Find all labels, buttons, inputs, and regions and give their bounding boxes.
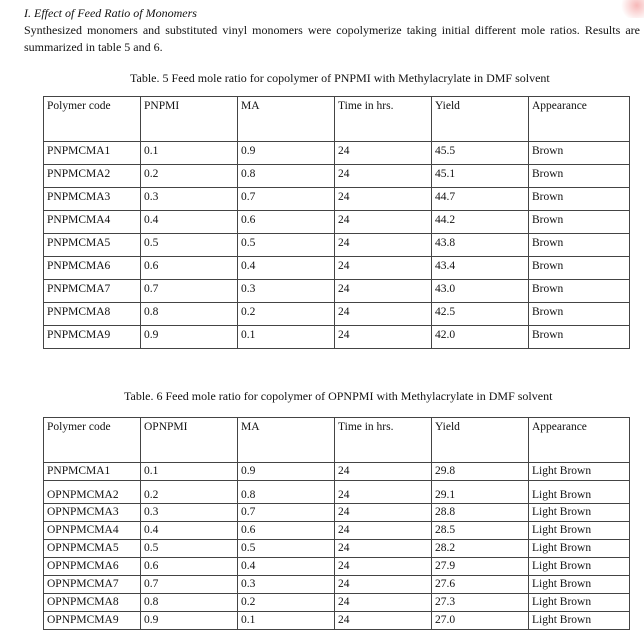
table-cell: 24	[335, 594, 432, 612]
column-header: Time in hrs.	[335, 97, 432, 142]
table-cell: PNPMCMA9	[44, 326, 141, 349]
column-header: MA	[238, 418, 335, 463]
table-cell: 0.6	[238, 211, 335, 234]
table-header-row	[44, 418, 630, 463]
table-cell: 24	[335, 165, 432, 188]
table6-body	[44, 418, 630, 630]
column-header: OPNPMI	[141, 418, 238, 463]
table-cell: OPNPMCMA3	[44, 504, 141, 522]
table-cell: 0.5	[238, 234, 335, 257]
table-cell: 28.5	[432, 522, 529, 540]
table-cell: 24	[335, 463, 432, 481]
table6-caption: Table. 6 Feed mole ratio for copolymer of OPNPMI with Methylacrylate in DMF solvent	[124, 389, 553, 403]
table-cell: Light Brown	[529, 481, 630, 504]
table-cell: 0.4	[141, 211, 238, 234]
table-cell: PNPMCMA6	[44, 257, 141, 280]
table-row	[44, 540, 630, 558]
table-cell: 0.1	[238, 326, 335, 349]
table-cell: OPNPMCMA5	[44, 540, 141, 558]
table-row	[44, 481, 630, 504]
table-cell: 0.8	[141, 303, 238, 326]
table-cell: PNPMCMA7	[44, 280, 141, 303]
table-cell: Brown	[529, 303, 630, 326]
table-cell: 24	[335, 303, 432, 326]
table-cell: Brown	[529, 188, 630, 211]
table-cell: 0.6	[238, 522, 335, 540]
table-cell: 28.2	[432, 540, 529, 558]
table-cell: OPNPMCMA9	[44, 612, 141, 630]
table-cell: 0.7	[141, 576, 238, 594]
table-cell: Light Brown	[529, 594, 630, 612]
table-row	[44, 612, 630, 630]
table-cell: 0.4	[238, 257, 335, 280]
table-row	[44, 463, 630, 481]
table-row	[44, 558, 630, 576]
table-cell: 44.2	[432, 211, 529, 234]
table-cell: 0.2	[141, 481, 238, 504]
table-cell: Brown	[529, 142, 630, 165]
table-row	[44, 504, 630, 522]
table-cell: 24	[335, 540, 432, 558]
table-cell: 0.4	[141, 522, 238, 540]
table-cell: PNPMCMA5	[44, 234, 141, 257]
table-cell: 24	[335, 481, 432, 504]
table-cell: 0.6	[141, 558, 238, 576]
table-cell: 0.9	[238, 463, 335, 481]
column-header: Polymer code	[44, 418, 141, 463]
table-cell: 29.1	[432, 481, 529, 504]
table-cell: 24	[335, 257, 432, 280]
column-header: PNPMI	[141, 97, 238, 142]
table-row	[44, 211, 630, 234]
table-cell: Brown	[529, 234, 630, 257]
table-cell: 0.7	[238, 188, 335, 211]
table-row	[44, 188, 630, 211]
table-cell: Light Brown	[529, 463, 630, 481]
table-cell: 0.4	[238, 558, 335, 576]
table-cell: OPNPMCMA8	[44, 594, 141, 612]
table-cell: Brown	[529, 211, 630, 234]
column-header: Polymer code	[44, 97, 141, 142]
table-cell: 44.7	[432, 188, 529, 211]
table-cell: Light Brown	[529, 612, 630, 630]
table-cell: 0.8	[238, 481, 335, 504]
corner-mark	[620, 0, 644, 18]
table-cell: 43.0	[432, 280, 529, 303]
table-cell: Brown	[529, 165, 630, 188]
table-row	[44, 576, 630, 594]
table-cell: PNPMCMA1	[44, 463, 141, 481]
column-header: MA	[238, 97, 335, 142]
table-cell: PNPMCMA2	[44, 165, 141, 188]
table-cell: Brown	[529, 257, 630, 280]
table-cell: Brown	[529, 326, 630, 349]
table-cell: 0.2	[238, 594, 335, 612]
table-cell: 0.7	[141, 280, 238, 303]
table-cell: Light Brown	[529, 558, 630, 576]
table-cell: 0.1	[141, 463, 238, 481]
table-cell: 24	[335, 576, 432, 594]
table-cell: 0.3	[238, 576, 335, 594]
table-cell: 0.9	[141, 326, 238, 349]
table-cell: Brown	[529, 280, 630, 303]
table-cell: Light Brown	[529, 522, 630, 540]
table-cell: 0.9	[141, 612, 238, 630]
table-cell: OPNPMCMA6	[44, 558, 141, 576]
table-cell: 43.8	[432, 234, 529, 257]
column-header: Yield	[432, 418, 529, 463]
table-cell: 0.8	[238, 165, 335, 188]
table5-caption: Table. 5 Feed mole ratio for copolymer of PNPMI with Methylacrylate in DMF solvent	[130, 71, 550, 85]
table-cell: 42.5	[432, 303, 529, 326]
table-row	[44, 142, 630, 165]
table-cell: 24	[335, 504, 432, 522]
table-cell: 0.7	[238, 504, 335, 522]
table-cell: 45.5	[432, 142, 529, 165]
table-cell: PNPMCMA1	[44, 142, 141, 165]
table-cell: 43.4	[432, 257, 529, 280]
table-cell: PNPMCMA4	[44, 211, 141, 234]
table-cell: 24	[335, 558, 432, 576]
table-cell: 0.1	[238, 612, 335, 630]
table-cell: 24	[335, 522, 432, 540]
table-cell: 27.3	[432, 594, 529, 612]
table-row	[44, 280, 630, 303]
table-cell: 27.9	[432, 558, 529, 576]
table-cell: Light Brown	[529, 576, 630, 594]
table-cell: 0.9	[238, 142, 335, 165]
table-cell: OPNPMCMA2	[44, 481, 141, 504]
table-cell: 27.6	[432, 576, 529, 594]
table-cell: 24	[335, 234, 432, 257]
table-cell: 0.1	[141, 142, 238, 165]
table-cell: 42.0	[432, 326, 529, 349]
table-cell: 24	[335, 188, 432, 211]
table-6	[43, 417, 630, 630]
table-cell: 24	[335, 142, 432, 165]
table-cell: 0.8	[141, 594, 238, 612]
table5-body	[44, 97, 630, 349]
column-header: Appearance	[529, 418, 630, 463]
table-row	[44, 522, 630, 540]
table-cell: 24	[335, 612, 432, 630]
column-header: Appearance	[529, 97, 630, 142]
table-cell: 24	[335, 280, 432, 303]
table-cell: 24	[335, 326, 432, 349]
column-header: Yield	[432, 97, 529, 142]
column-header: Time in hrs.	[335, 418, 432, 463]
table-row	[44, 257, 630, 280]
table-header-row	[44, 97, 630, 142]
table-cell: Light Brown	[529, 504, 630, 522]
table-cell: 0.5	[141, 234, 238, 257]
table-cell: PNPMCMA3	[44, 188, 141, 211]
table-row	[44, 303, 630, 326]
table-row	[44, 165, 630, 188]
table-cell: 24	[335, 211, 432, 234]
table-cell: 0.6	[141, 257, 238, 280]
table-cell: OPNPMCMA7	[44, 576, 141, 594]
table-cell: 0.3	[238, 280, 335, 303]
table-cell: 28.8	[432, 504, 529, 522]
table-row	[44, 326, 630, 349]
table-cell: Light Brown	[529, 540, 630, 558]
table-cell: 0.2	[141, 165, 238, 188]
table-cell: 29.8	[432, 463, 529, 481]
table-cell: 0.5	[238, 540, 335, 558]
section-heading: I. Effect of Feed Ratio of Monomers	[24, 6, 197, 20]
table-cell: 0.2	[238, 303, 335, 326]
table-cell: OPNPMCMA4	[44, 522, 141, 540]
table-row	[44, 234, 630, 257]
table-5	[43, 96, 630, 349]
table-cell: 45.1	[432, 165, 529, 188]
intro-paragraph: Synthesized monomers and substituted vinyl monomers were copolymerize taking initial different mole ratios. Results are summarized in table 5 and 6.	[24, 23, 640, 54]
table-cell: PNPMCMA8	[44, 303, 141, 326]
table-cell: 0.3	[141, 504, 238, 522]
table-cell: 0.3	[141, 188, 238, 211]
table-cell: 27.0	[432, 612, 529, 630]
table-row	[44, 594, 630, 612]
table-cell: 0.5	[141, 540, 238, 558]
